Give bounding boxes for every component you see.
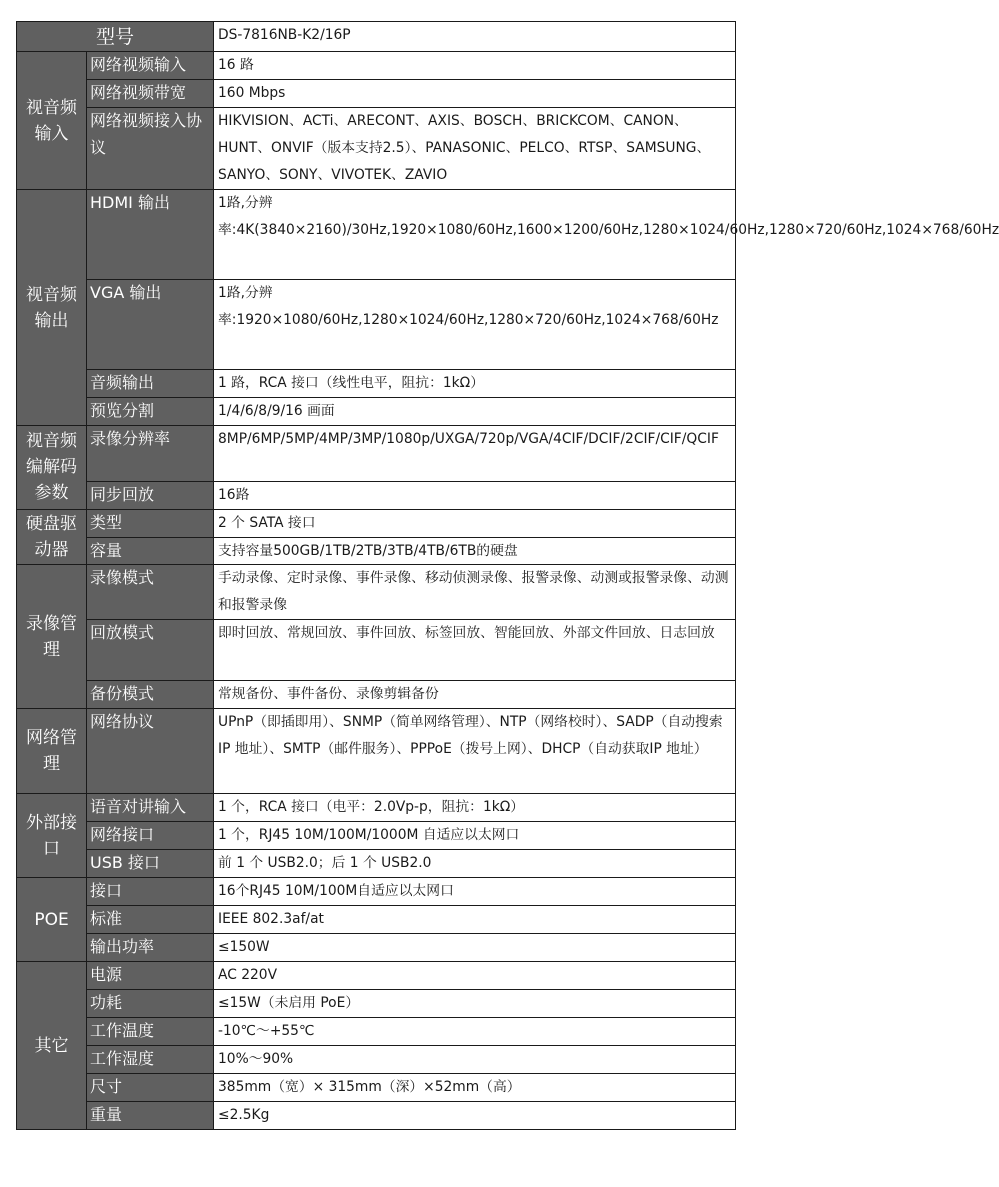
- row-value: 1路,分辨率:4K(3840×2160)/30Hz,1920×1080/60Hz,1600×1200/60Hz,1280×1024/60Hz,1280×720/60Hz,1024×768/60Hz: [214, 190, 736, 280]
- row-label: 备份模式: [87, 681, 214, 709]
- row-label: 标准: [87, 906, 214, 934]
- row-label: 重量: [87, 1102, 214, 1130]
- table-row: [17, 22, 736, 52]
- table-row: [17, 1102, 736, 1130]
- row-label: 预览分割: [87, 398, 214, 426]
- row-label: USB 接口: [87, 850, 214, 878]
- row-value: AC 220V: [214, 962, 736, 990]
- category-network: 网络管理: [17, 709, 87, 794]
- table-row: [17, 681, 736, 709]
- spec-table: [16, 21, 999, 1130]
- row-value: 前 1 个 USB2.0；后 1 个 USB2.0: [214, 850, 736, 878]
- row-label: 网络视频接入协议: [87, 108, 214, 190]
- category-codec: 视音频编解码参数: [17, 426, 87, 510]
- table-row: [17, 482, 736, 510]
- category-recording: 录像管理: [17, 565, 87, 709]
- row-value: ≤150W: [214, 934, 736, 962]
- row-value: 1 个，RCA 接口（电平：2.0Vp-p，阻抗：1kΩ）: [214, 794, 736, 822]
- row-value: ≤15W（未启用 PoE）: [214, 990, 736, 1018]
- row-value: 即时回放、常规回放、事件回放、标签回放、智能回放、外部文件回放、日志回放: [214, 620, 736, 681]
- row-value: UPnP（即插即用）、SNMP（简单网络管理）、NTP（网络校时）、SADP（自动搜索 IP 地址）、SMTP（邮件服务）、PPPoE（拨号上网）、DHCP（自动获取IP 地址）: [214, 709, 736, 794]
- category-disk: 硬盘驱动器: [17, 509, 87, 565]
- row-label: 工作湿度: [87, 1046, 214, 1074]
- row-value: 10%～90%: [214, 1046, 736, 1074]
- model-value: DS-7816NB-K2/16P: [214, 22, 736, 52]
- row-label: 录像模式: [87, 565, 214, 620]
- row-label: 输出功率: [87, 934, 214, 962]
- model-label: 型号: [17, 22, 214, 52]
- row-label: 工作温度: [87, 1018, 214, 1046]
- row-value: 1 个，RJ45 10M/100M/1000M 自适应以太网口: [214, 822, 736, 850]
- category-ports: 外部接口: [17, 794, 87, 878]
- table-row: [17, 990, 736, 1018]
- table-row: [17, 1046, 736, 1074]
- row-value: -10℃～+55℃: [214, 1018, 736, 1046]
- table-row: [17, 906, 736, 934]
- table-row: [17, 426, 736, 482]
- category-av-input: 视音频输入: [17, 52, 87, 190]
- row-label: 语音对讲输入: [87, 794, 214, 822]
- category-av-output: 视音频输出: [17, 190, 87, 426]
- row-label: 音频输出: [87, 370, 214, 398]
- table-row: [17, 370, 736, 398]
- row-value: 8MP/6MP/5MP/4MP/3MP/1080p/UXGA/720p/VGA/4CIF/DCIF/2CIF/CIF/QCIF: [214, 426, 736, 482]
- row-label: 网络视频带宽: [87, 80, 214, 108]
- row-label: 尺寸: [87, 1074, 214, 1102]
- table-row: [17, 190, 736, 280]
- row-label: 容量: [87, 537, 214, 565]
- table-row: [17, 1018, 736, 1046]
- category-other: 其它: [17, 962, 87, 1130]
- table-row: [17, 280, 736, 370]
- table-row: [17, 108, 736, 190]
- row-label: 网络接口: [87, 822, 214, 850]
- row-label: 网络协议: [87, 709, 214, 794]
- table-row: [17, 934, 736, 962]
- table-row: [17, 52, 736, 80]
- table-row: [17, 1074, 736, 1102]
- table-row: [17, 794, 736, 822]
- row-label: 录像分辨率: [87, 426, 214, 482]
- table-row: [17, 565, 736, 620]
- row-label: 电源: [87, 962, 214, 990]
- row-label: 回放模式: [87, 620, 214, 681]
- row-value: 2 个 SATA 接口: [214, 509, 736, 537]
- category-poe: POE: [17, 878, 87, 962]
- row-value: 16路: [214, 482, 736, 510]
- row-value: ≤2.5Kg: [214, 1102, 736, 1130]
- table-row: [17, 398, 736, 426]
- row-label: 网络视频输入: [87, 52, 214, 80]
- row-label: 类型: [87, 509, 214, 537]
- row-label: VGA 输出: [87, 280, 214, 370]
- row-value: 385mm（宽）× 315mm（深）×52mm（高）: [214, 1074, 736, 1102]
- row-value: 手动录像、定时录像、事件录像、移动侦测录像、报警录像、动测或报警录像、动测和报警录像: [214, 565, 736, 620]
- table-row: [17, 620, 736, 681]
- row-value: 16个RJ45 10M/100M自适应以太网口: [214, 878, 736, 906]
- row-value: IEEE 802.3af/at: [214, 906, 736, 934]
- row-value: 常规备份、事件备份、录像剪辑备份: [214, 681, 736, 709]
- row-label: 接口: [87, 878, 214, 906]
- table-row: [17, 822, 736, 850]
- row-value: 1路,分辨率:1920×1080/60Hz,1280×1024/60Hz,1280×720/60Hz,1024×768/60Hz: [214, 280, 736, 370]
- row-value: 支持容量500GB/1TB/2TB/3TB/4TB/6TB的硬盘: [214, 537, 736, 565]
- table-row: [17, 850, 736, 878]
- row-value: HIKVISION、ACTi、ARECONT、AXIS、BOSCH、BRICKCOM、CANON、HUNT、ONVIF（版本支持2.5）、PANASONIC、PELCO、RTSP、SAMSUNG、SANYO、SONY、VIVOTEK、ZAVIO: [214, 108, 736, 190]
- row-value: 16 路: [214, 52, 736, 80]
- table-row: [17, 962, 736, 990]
- table-row: [17, 80, 736, 108]
- row-label: 同步回放: [87, 482, 214, 510]
- table-row: [17, 537, 736, 565]
- row-value: 1 路，RCA 接口（线性电平，阻抗：1kΩ）: [214, 370, 736, 398]
- row-value: 1/4/6/8/9/16 画面: [214, 398, 736, 426]
- row-value: 160 Mbps: [214, 80, 736, 108]
- row-label: 功耗: [87, 990, 214, 1018]
- table-row: [17, 878, 736, 906]
- table-row: [17, 709, 736, 794]
- row-label: HDMI 输出: [87, 190, 214, 280]
- table-row: [17, 509, 736, 537]
